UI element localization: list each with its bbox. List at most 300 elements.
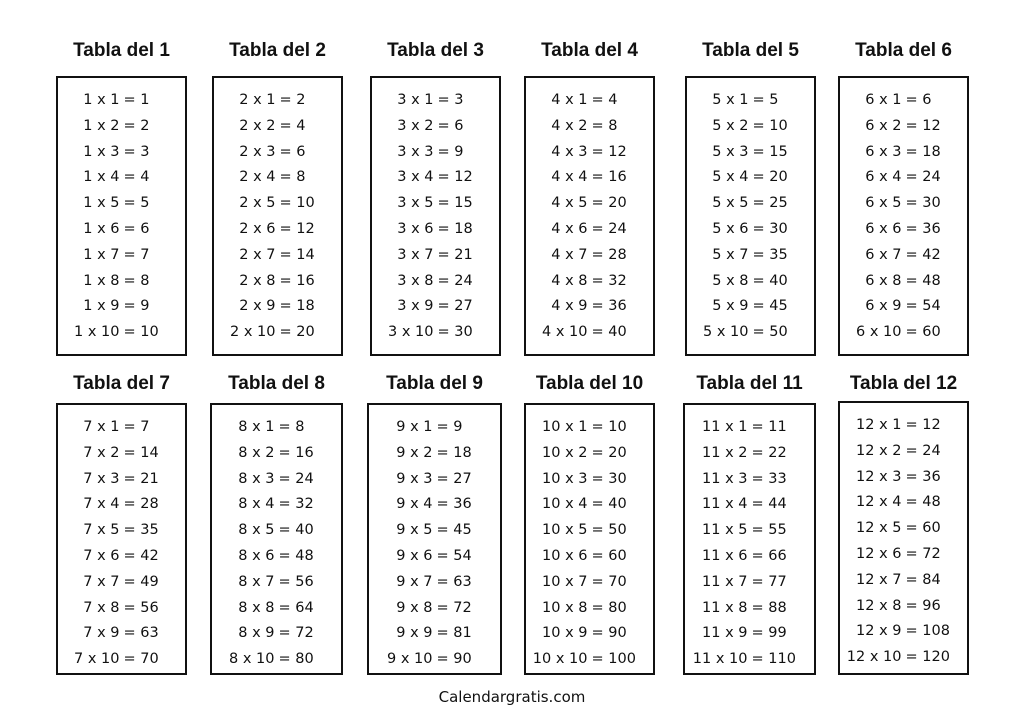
row-expression: 4 x 10 [542,324,588,341]
row-result: = 110 [751,651,796,668]
table-row [526,217,653,243]
row-expression: 3 x 8 [397,272,434,289]
row-result: = 8 [591,117,618,134]
row-result: = 48 [905,272,941,289]
row-expression: 10 x 1 [542,419,588,435]
table-row [58,621,185,647]
row-expression: 12 x 1 [856,417,902,433]
row-expression: 11 x 5 [702,522,748,539]
row-expression: 11 x 9 [702,625,748,642]
row-result: = 12 [437,169,473,186]
row-expression: 12 x 2 [856,442,902,459]
table-row [369,621,500,647]
table-row [58,165,185,191]
row-result: = 27 [436,470,472,487]
row-expression: 7 x 9 [83,625,120,642]
row-result: = 10 [123,324,159,341]
row-expression: 6 x 10 [856,324,902,341]
table-row [685,492,814,518]
table-row [526,544,653,570]
row-result: = 2 [123,117,150,134]
table-row [526,492,653,518]
table-row [687,294,814,320]
row-result: = 99 [751,625,787,642]
table-row [526,114,653,140]
row-expression: 1 x 10 [74,324,120,341]
row-result: = 36 [591,298,627,315]
row-result: = 42 [905,246,941,263]
row-expression: 7 x 5 [83,522,120,539]
table-row [214,114,341,140]
row-expression: 10 x 9 [542,625,588,642]
row-expression: 2 x 4 [239,169,276,186]
row-expression: 3 x 3 [397,143,434,160]
table-rows [212,415,341,673]
row-expression: 5 x 5 [712,195,749,212]
row-expression: 6 x 6 [865,220,902,237]
table-row [214,165,341,191]
row-result: = 120 [905,649,950,666]
row-expression: 5 x 1 [712,92,749,108]
table-row [840,413,967,439]
row-expression: 4 x 8 [551,272,588,289]
row-result: = 25 [752,195,788,212]
table-row [212,621,341,647]
table-row [58,441,185,467]
row-expression: 4 x 6 [551,220,588,237]
row-result: = 6 [905,92,932,108]
row-expression: 9 x 8 [396,599,433,616]
row-expression: 10 x 4 [542,496,588,513]
table-row [526,647,653,673]
table-row [369,441,500,467]
row-expression: 8 x 8 [238,599,275,616]
table-row [526,269,653,295]
row-expression: 9 x 5 [396,522,433,539]
row-expression: 6 x 2 [865,117,902,134]
table-box [838,401,969,675]
row-expression: 11 x 4 [702,496,748,513]
row-result: = 24 [905,442,941,459]
row-expression: 12 x 8 [856,597,902,614]
row-expression: 12 x 3 [856,468,902,485]
table-row [840,165,967,191]
row-result: = 54 [905,298,941,315]
table-row [526,294,653,320]
row-expression: 6 x 5 [865,195,902,212]
table-row [372,320,499,346]
row-expression: 8 x 5 [238,522,275,539]
row-result: = 14 [123,444,159,461]
row-result: = 2 [279,92,306,108]
table-row [58,596,185,622]
table-row [212,544,341,570]
row-result: = 54 [436,547,472,564]
row-result: = 80 [591,599,627,616]
table-row [372,165,499,191]
row-expression: 1 x 3 [83,143,120,160]
table-title: Tabla del 4 [541,40,638,61]
table-row [526,243,653,269]
row-expression: 5 x 9 [712,298,749,315]
row-result: = 18 [905,143,941,160]
row-result: = 5 [123,195,150,212]
row-expression: 1 x 7 [83,246,120,263]
table-box [56,76,187,356]
table-row [214,191,341,217]
row-expression: 4 x 2 [551,117,588,134]
row-expression: 11 x 2 [702,444,748,461]
table-row [212,647,341,673]
row-result: = 90 [436,651,472,668]
table-row [212,441,341,467]
row-expression: 3 x 4 [397,169,434,186]
table-row [214,88,341,114]
table-row [840,140,967,166]
row-result: = 6 [437,117,464,134]
row-expression: 12 x 10 [846,649,902,666]
row-expression: 5 x 7 [712,246,749,263]
row-result: = 20 [591,195,627,212]
table-row [840,114,967,140]
row-result: = 42 [123,547,159,564]
row-expression: 6 x 1 [865,92,902,108]
row-expression: 11 x 3 [702,470,748,487]
row-result: = 12 [905,417,941,433]
row-result: = 36 [436,496,472,513]
row-result: = 3 [437,92,464,108]
row-expression: 8 x 1 [238,419,275,435]
row-expression: 12 x 6 [856,545,902,562]
table-row [840,88,967,114]
row-result: = 84 [905,571,941,588]
table-row [212,518,341,544]
table-row [840,542,967,568]
table-box [685,76,816,356]
row-result: = 16 [279,272,315,289]
row-result: = 18 [436,444,472,461]
row-expression: 6 x 9 [865,298,902,315]
table-row [840,490,967,516]
row-result: = 15 [437,195,473,212]
table-row [214,269,341,295]
row-result: = 5 [752,92,779,108]
table-row [687,243,814,269]
row-result: = 8 [279,169,306,186]
row-expression: 4 x 1 [551,92,588,108]
table-row [840,465,967,491]
row-expression: 11 x 10 [692,651,748,668]
row-expression: 2 x 6 [239,220,276,237]
table-rows [526,88,653,346]
table-row [840,217,967,243]
row-expression: 5 x 4 [712,169,749,186]
table-row [840,568,967,594]
row-result: = 11 [751,419,787,435]
table-row [687,320,814,346]
row-result: = 10 [752,117,788,134]
row-expression: 2 x 10 [230,324,276,341]
row-result: = 18 [279,298,315,315]
row-result: = 63 [123,625,159,642]
row-expression: 2 x 2 [239,117,276,134]
row-result: = 44 [751,496,787,513]
row-result: = 32 [591,272,627,289]
row-result: = 70 [591,573,627,590]
table-box [838,76,969,356]
row-result: = 4 [279,117,306,134]
table-rows [687,88,814,346]
row-result: = 32 [278,496,314,513]
row-result: = 28 [591,246,627,263]
table-row [372,294,499,320]
row-result: = 24 [591,220,627,237]
row-result: = 1 [123,92,150,108]
table-row [526,88,653,114]
row-result: = 10 [591,419,627,435]
table-row [214,140,341,166]
row-result: = 108 [905,623,950,640]
row-expression: 12 x 5 [856,520,902,537]
table-row [214,217,341,243]
row-result: = 7 [123,246,150,263]
table-rows [214,88,341,346]
row-result: = 3 [123,143,150,160]
table-row [214,320,341,346]
table-row [58,467,185,493]
table-box [524,76,655,356]
row-result: = 9 [123,298,150,315]
row-expression: 5 x 10 [703,324,749,341]
row-result: = 63 [436,573,472,590]
table-title: Tabla del 5 [702,40,799,61]
table-row [840,619,967,645]
row-result: = 20 [591,444,627,461]
row-result: = 30 [905,195,941,212]
table-row [687,88,814,114]
row-result: = 21 [123,470,159,487]
table-row [526,140,653,166]
row-expression: 2 x 8 [239,272,276,289]
table-row [214,243,341,269]
row-result: = 55 [751,522,787,539]
table-row [58,518,185,544]
row-expression: 1 x 6 [83,220,120,237]
row-expression: 1 x 9 [83,298,120,315]
row-expression: 3 x 7 [397,246,434,263]
row-expression: 7 x 4 [83,496,120,513]
table-row [685,544,814,570]
table-row [369,415,500,441]
table-row [58,294,185,320]
table-rows [840,88,967,346]
row-result: = 90 [591,625,627,642]
row-result: = 16 [278,444,314,461]
table-box [367,403,502,675]
table-rows [840,413,967,671]
row-expression: 4 x 5 [551,195,588,212]
row-expression: 12 x 9 [856,623,902,640]
row-result: = 10 [279,195,315,212]
row-result: = 36 [905,468,941,485]
table-row [685,621,814,647]
row-result: = 40 [591,324,627,341]
row-expression: 5 x 8 [712,272,749,289]
table-row [58,570,185,596]
row-expression: 3 x 9 [397,298,434,315]
table-row [685,570,814,596]
row-result: = 30 [437,324,473,341]
row-result: = 70 [123,651,159,668]
row-expression: 9 x 9 [396,625,433,642]
table-row [369,647,500,673]
table-row [369,518,500,544]
table-row [212,492,341,518]
table-box [524,403,655,675]
row-expression: 7 x 7 [83,573,120,590]
row-result: = 8 [123,272,150,289]
table-row [526,596,653,622]
table-row [369,467,500,493]
table-title: Tabla del 6 [855,40,952,61]
table-row [687,217,814,243]
table-row [372,269,499,295]
table-row [685,467,814,493]
row-expression: 9 x 7 [396,573,433,590]
table-title: Tabla del 10 [535,373,644,394]
row-expression: 3 x 2 [397,117,434,134]
table-row [526,441,653,467]
row-result: = 96 [905,597,941,614]
table-rows [58,88,185,346]
table-row [687,269,814,295]
row-expression: 3 x 6 [397,220,434,237]
table-row [58,320,185,346]
row-expression: 10 x 5 [542,522,588,539]
row-expression: 8 x 2 [238,444,275,461]
row-result: = 12 [591,143,627,160]
table-row [372,217,499,243]
row-result: = 40 [591,496,627,513]
table-row [526,621,653,647]
row-result: = 36 [905,220,941,237]
row-expression: 3 x 5 [397,195,434,212]
row-result: = 50 [591,522,627,539]
row-expression: 2 x 1 [239,92,276,108]
row-result: = 72 [278,625,314,642]
table-row [58,544,185,570]
row-result: = 28 [123,496,159,513]
table-title: Tabla del 12 [849,373,958,394]
row-result: = 45 [752,298,788,315]
row-expression: 11 x 6 [702,547,748,564]
table-title: Tabla del 11 [696,373,803,394]
row-result: = 100 [591,651,636,668]
row-expression: 8 x 9 [238,625,275,642]
row-result: = 6 [279,143,306,160]
row-result: = 72 [436,599,472,616]
row-result: = 40 [752,272,788,289]
row-result: = 12 [905,117,941,134]
row-expression: 1 x 2 [83,117,120,134]
table-row [58,191,185,217]
row-expression: 4 x 9 [551,298,588,315]
table-row [526,165,653,191]
table-row [685,596,814,622]
row-result: = 45 [436,522,472,539]
table-row [526,320,653,346]
row-result: = 77 [751,573,787,590]
row-expression: 7 x 10 [74,651,120,668]
table-row [687,165,814,191]
row-result: = 35 [752,246,788,263]
row-result: = 24 [905,169,941,186]
row-result: = 60 [905,520,941,537]
table-row [687,191,814,217]
row-expression: 10 x 7 [542,573,588,590]
table-row [687,114,814,140]
table-row [526,570,653,596]
table-title: Tabla del 1 [73,40,170,61]
table-row [840,645,967,671]
table-box [212,76,343,356]
table-title: Tabla del 8 [228,373,325,394]
row-expression: 4 x 4 [551,169,588,186]
table-row [685,441,814,467]
table-row [526,467,653,493]
row-result: = 56 [123,599,159,616]
table-row [840,516,967,542]
row-expression: 10 x 2 [542,444,588,461]
table-rows [369,415,500,673]
row-result: = 88 [751,599,787,616]
row-result: = 30 [752,220,788,237]
row-result: = 9 [436,419,463,435]
row-expression: 10 x 10 [532,651,588,668]
row-result: = 40 [278,522,314,539]
row-expression: 4 x 3 [551,143,588,160]
row-expression: 2 x 9 [239,298,276,315]
row-expression: 6 x 8 [865,272,902,289]
row-expression: 6 x 4 [865,169,902,186]
table-row [58,114,185,140]
table-row [369,544,500,570]
row-expression: 6 x 3 [865,143,902,160]
row-expression: 9 x 10 [387,651,433,668]
row-expression: 1 x 4 [83,169,120,186]
table-row [372,243,499,269]
table-row [369,492,500,518]
row-expression: 4 x 7 [551,246,588,263]
row-result: = 33 [751,470,787,487]
row-expression: 9 x 3 [396,470,433,487]
table-row [58,415,185,441]
row-expression: 8 x 4 [238,496,275,513]
row-result: = 22 [751,444,787,461]
row-result: = 80 [278,651,314,668]
row-result: = 66 [751,547,787,564]
table-rows [526,415,653,673]
row-result: = 60 [591,547,627,564]
table-box [370,76,501,356]
table-row [840,191,967,217]
table-row [372,114,499,140]
row-result: = 60 [905,324,941,341]
row-result: = 4 [591,92,618,108]
table-row [685,647,814,673]
table-rows [58,415,185,673]
row-expression: 3 x 10 [388,324,434,341]
